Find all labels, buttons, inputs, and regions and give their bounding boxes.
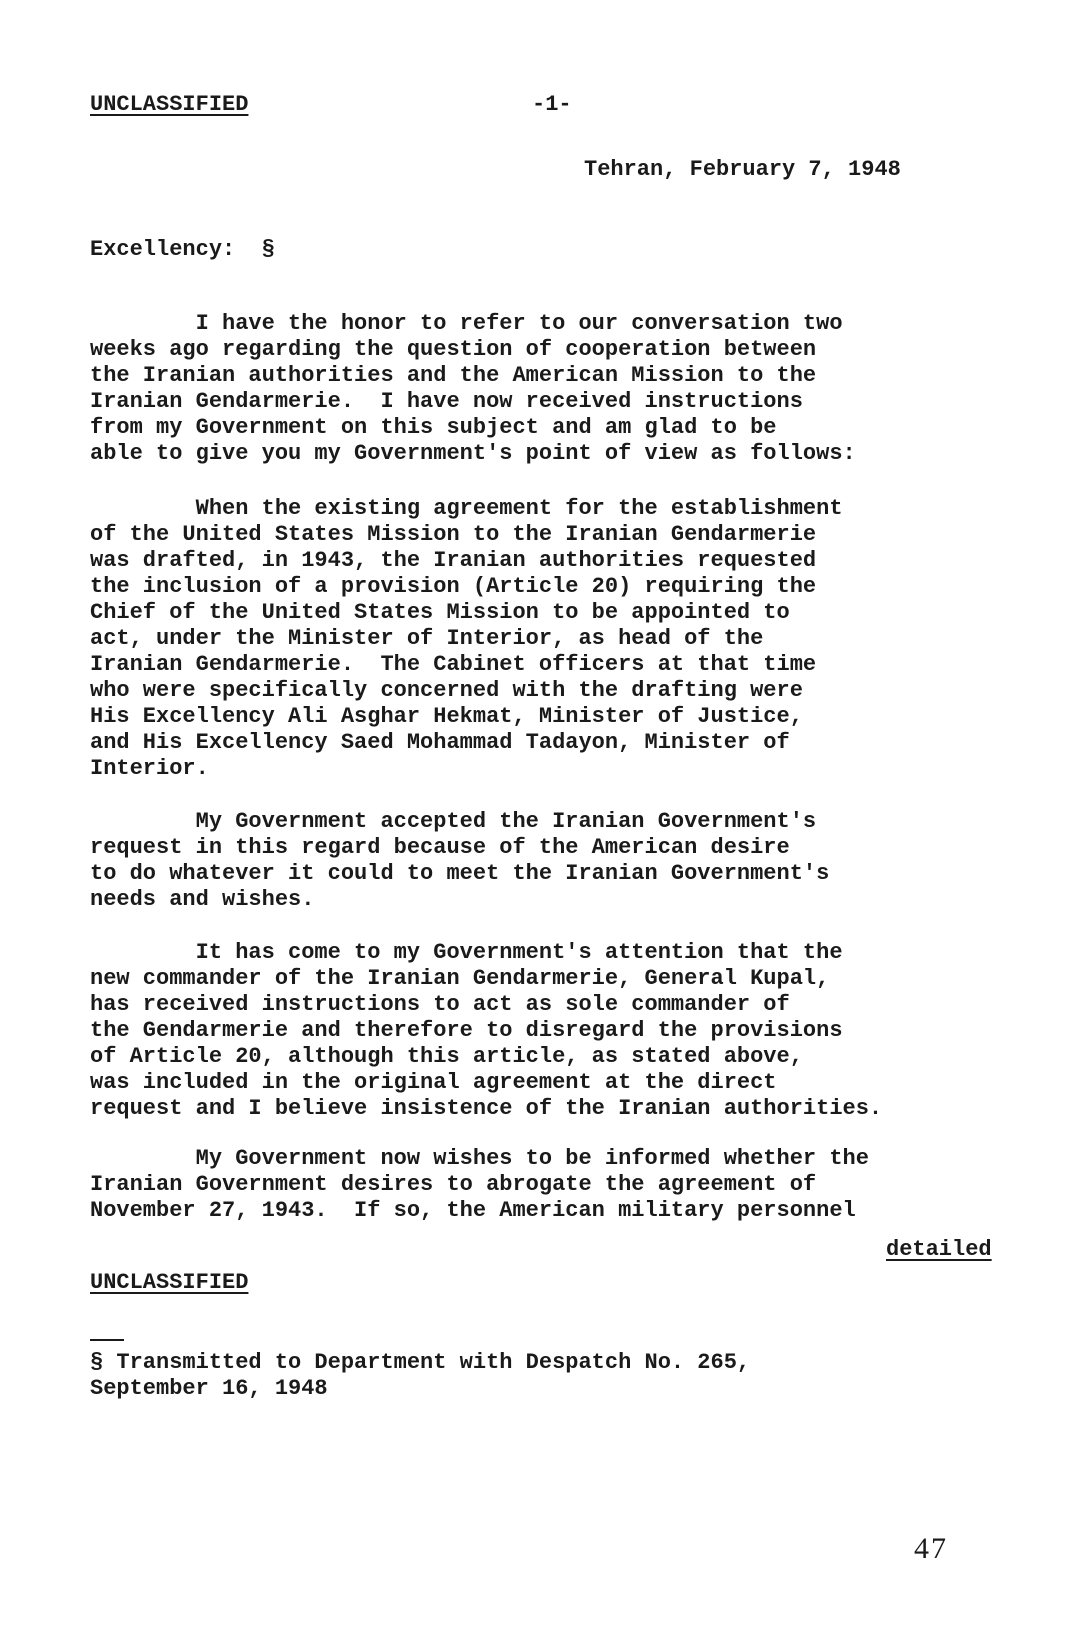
text-line: weeks ago regarding the question of cooperation between xyxy=(90,337,817,362)
page-number: 47 xyxy=(914,1532,948,1565)
text-line: the Iranian authorities and the American Mission to the xyxy=(90,363,817,388)
text-line: was drafted, in 1943, the Iranian authorities requested xyxy=(90,548,817,573)
paragraph-2 xyxy=(90,496,1050,782)
text-line: and His Excellency Saed Mohammad Tadayon, Minister of xyxy=(90,730,790,755)
text-line: Interior. xyxy=(90,756,209,781)
text-line: My Government now wishes to be informed whether the xyxy=(90,1146,869,1171)
text-line: Iranian Gendarmerie. The Cabinet officers at that time xyxy=(90,652,817,677)
footnote xyxy=(90,1350,1050,1402)
footnote-line: September 16, 1948 xyxy=(90,1376,328,1401)
text-line: Chief of the United States Mission to be appointed to xyxy=(90,600,790,625)
text-line: His Excellency Ali Asghar Hekmat, Minister of Justice, xyxy=(90,704,803,729)
paragraph-3 xyxy=(90,809,1050,913)
text-line: When the existing agreement for the establishment xyxy=(90,496,843,521)
paragraph-4 xyxy=(90,940,1050,1122)
text-line: of Article 20, although this article, as stated above, xyxy=(90,1044,803,1069)
salutation: Excellency: § xyxy=(90,237,275,262)
text-line: was included in the original agreement at the direct xyxy=(90,1070,777,1095)
paragraph-1 xyxy=(90,311,1050,467)
text-line: My Government accepted the Iranian Government's xyxy=(90,809,817,834)
text-line: It has come to my Government's attention that the xyxy=(90,940,843,965)
text-line: able to give you my Government's point of view as follows: xyxy=(90,441,856,466)
text-line: I have the honor to refer to our conversation two xyxy=(90,311,843,336)
text-line: November 27, 1943. If so, the American military personnel xyxy=(90,1198,856,1223)
paragraph-5 xyxy=(90,1146,1050,1224)
text-line: to do whatever it could to meet the Iranian Government's xyxy=(90,861,830,886)
page-marker: -1- xyxy=(532,92,572,117)
text-line: who were specifically concerned with the drafting were xyxy=(90,678,803,703)
text-line: request in this regard because of the American desire xyxy=(90,835,790,860)
text-line: Iranian Government desires to abrogate the agreement of xyxy=(90,1172,817,1197)
place-date: Tehran, February 7, 1948 xyxy=(584,157,901,182)
text-line: act, under the Minister of Interior, as head of the xyxy=(90,626,764,651)
text-line: has received instructions to act as sole commander of xyxy=(90,992,790,1017)
text-line: new commander of the Iranian Gendarmerie, General Kupal, xyxy=(90,966,830,991)
text-line: the Gendarmerie and therefore to disregard the provisions xyxy=(90,1018,843,1043)
text-line: Iranian Gendarmerie. I have now received instructions xyxy=(90,389,803,414)
text-line: the inclusion of a provision (Article 20) requiring the xyxy=(90,574,817,599)
classification-footer: UNCLASSIFIED xyxy=(90,1270,249,1295)
text-line: needs and wishes. xyxy=(90,887,315,912)
text-line: of the United States Mission to the Iranian Gendarmerie xyxy=(90,522,817,547)
classification-header: UNCLASSIFIED xyxy=(90,92,249,117)
footnote-line: § Transmitted to Department with Despatch No. 265, xyxy=(90,1350,751,1375)
catchword: detailed xyxy=(886,1237,992,1262)
text-line: from my Government on this subject and am glad to be xyxy=(90,415,777,440)
text-line: request and I believe insistence of the Iranian authorities. xyxy=(90,1096,883,1121)
footnote-rule xyxy=(90,1339,124,1341)
